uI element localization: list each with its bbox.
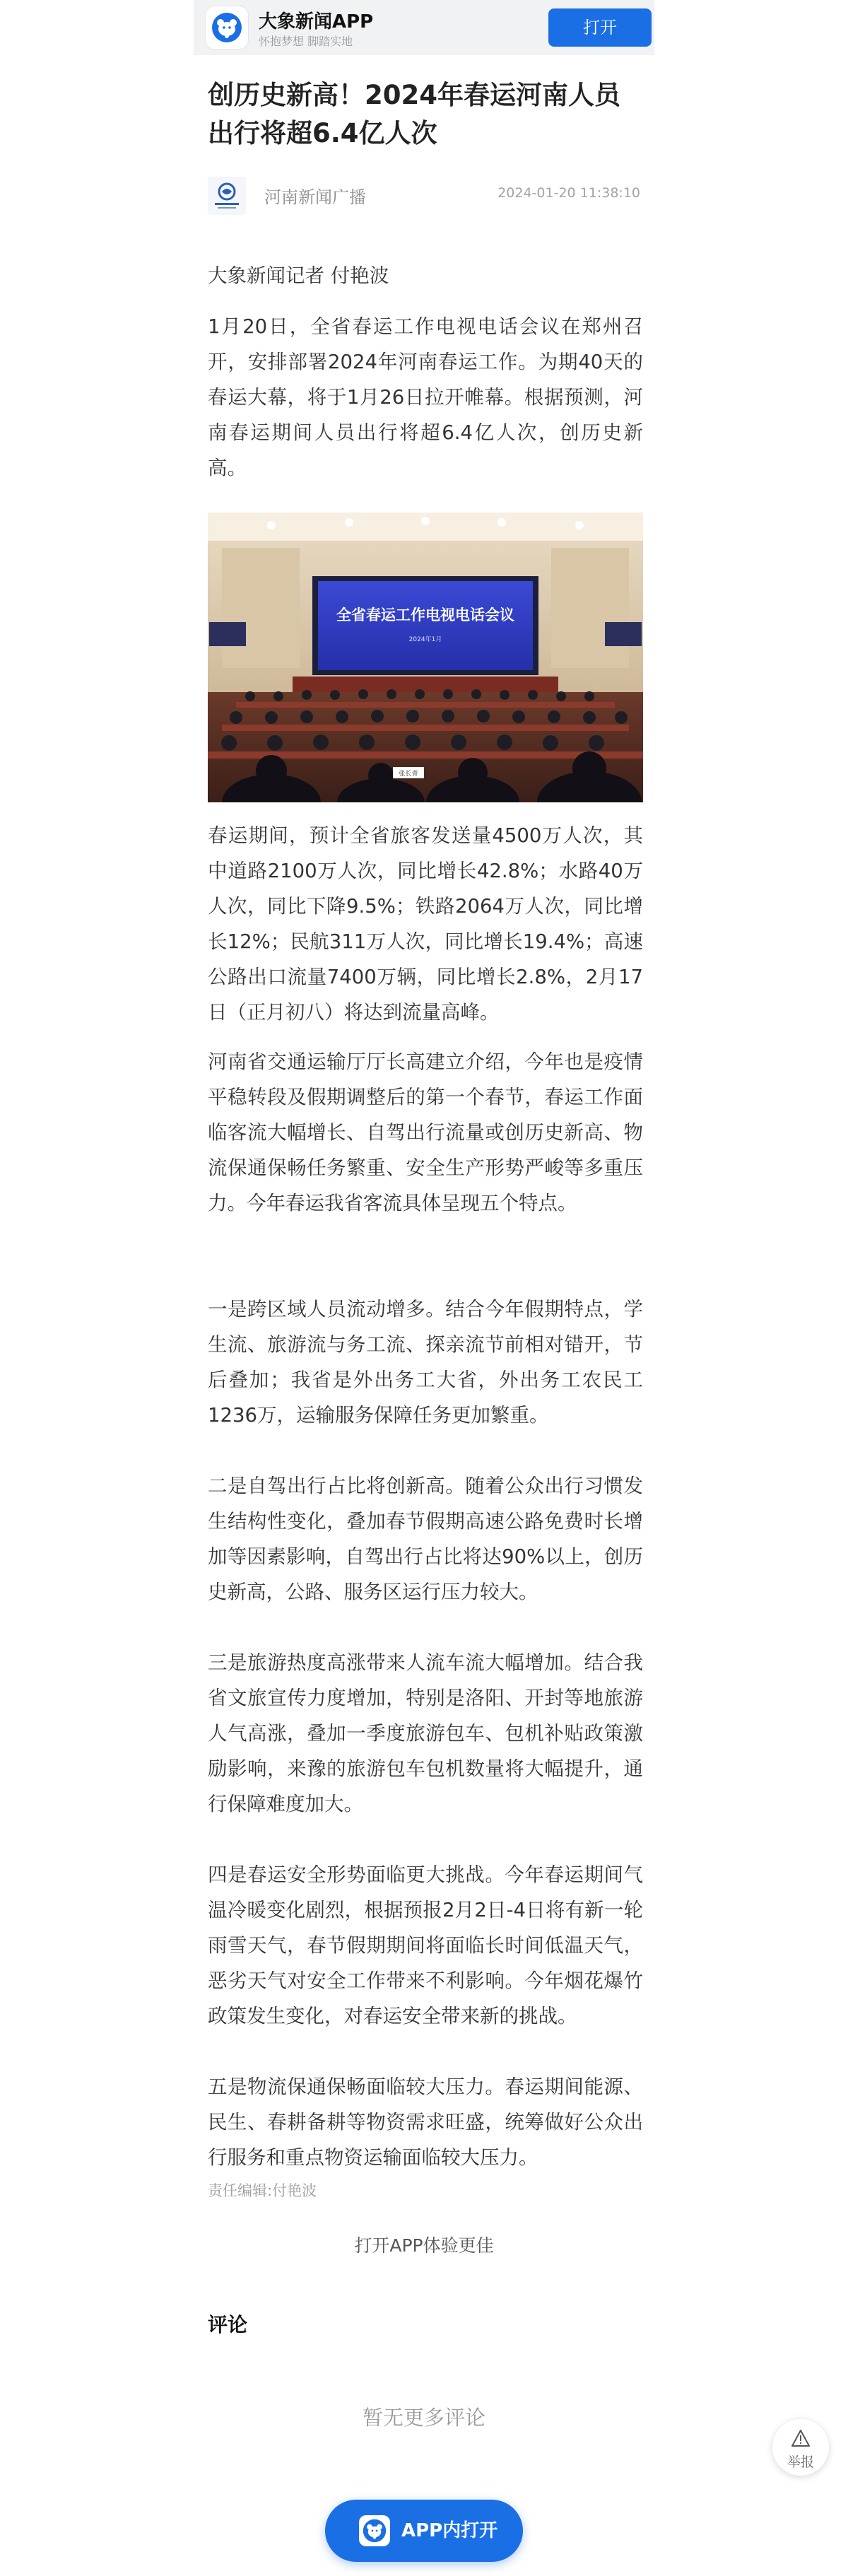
article-paragraph: 河南省交通运输厅厅长高建立介绍，今年也是疫情平稳转段及假期调整后的第一个春节，春运工作面临客流大幅增长、自驾出行流量或创历史新高、物流保通保畅任务繁重、安全生产形势严峻等多重压力。今年春运我省客流具体呈现五个特点。 [208, 1050, 643, 1214]
article-paragraph: 四是春运安全形势面临更大挑战。今年春运期间气温冷暖变化剧烈，根据预报2月2日-4日将有新一轮雨雪天气，春节假期期间将面临长时间低温天气，恶劣天气对安全工作带来不利影响。今年烟花爆竹政策发生变化，对春运安全带来新的挑战。 [208, 1863, 643, 2027]
conference-photo[interactable] [208, 513, 643, 802]
name-card: 张长青 [399, 771, 418, 778]
app-download-banner[interactable] [194, 0, 654, 55]
article-paragraph: 二是自驾出行占比将创新高。随着公众出行习惯发生结构性变化，叠加春节假期高速公路免费时长增加等因素影响，自驾出行占比将达90%以上，创历史新高，公路、服务区运行压力较大。 [208, 1475, 643, 1603]
article-paragraph: 1月20日，全省春运工作电视电话会议在郑州召开，安排部署2024年河南春运工作。为期40天的春运大幕，将于1月26日拉开帷幕。根据预测，河南春运期间人员出行将超6.4亿人次，创历史新高。 [208, 315, 643, 479]
warning-triangle-icon [791, 2429, 811, 2447]
article-paragraph: 三是旅游热度高涨带来人流车流大幅增加。结合我省文旅宣传力度增加，特别是洛阳、开封等地旅游人气高涨，叠加一季度旅游包车、包机补贴政策激励影响，来豫的旅游包车包机数量将大幅提升，通行保障难度加大。 [208, 1651, 643, 1815]
no-comments-text: 暂无更多评论 [362, 2406, 485, 2430]
article-page [194, 0, 654, 2576]
open-in-app-button[interactable] [325, 2500, 523, 2562]
article-paragraph: 五是物流保通保畅面临较大压力。春运期间能源、民生、春耕备耕等物资需求旺盛，统筹做好公众出行服务和重点物资运输面临较大压力。 [208, 2076, 643, 2169]
elephant-logo-icon [359, 2515, 390, 2546]
report-button[interactable] [772, 2419, 829, 2476]
elephant-logo-icon [205, 6, 249, 49]
comments-heading: 评论 [208, 2313, 248, 2336]
article-paragraph: 一是跨区域人员流动增多。结合今年假期特点，学生流、旅游流与务工流、探亲流节前相对错开，节后叠加；我省是外出务工大省，外出务工农民工1236万，运输服务保障任务更加繁重。 [208, 1298, 643, 1427]
app-name: 大象新闻APP [259, 11, 374, 33]
henan-news-radio-logo [208, 177, 246, 215]
screen-date: 2024年1月 [408, 636, 442, 643]
publish-time: 2024-01-20 11:38:10 [497, 185, 640, 201]
article-title: 创历史新高！2024年春运河南人员出行将超6.4亿人次 [208, 80, 620, 148]
app-slogan: 怀抱梦想 脚踏实地 [259, 35, 353, 48]
article-paragraph: 春运期间，预计全省旅客发送量4500万人次，其中道路2100万人次，同比增长42.8%；水路40万人次，同比下降9.5%；铁路2064万人次，同比增长12%；民航311万人次，同比增长19.4%；高速公路出口流量7400万辆，同比增长2.8%，2月17日（正月初八）将达到流量高峰。 [208, 824, 643, 1024]
source-name[interactable]: 河南新闻广播 [264, 187, 366, 207]
editor-credit: 责任编辑:付艳波 [208, 2182, 317, 2199]
screen-title: 全省春运工作电视电话会议 [336, 606, 514, 623]
open-in-app-label: APP内打开 [401, 2520, 498, 2541]
open-app-tip-link[interactable]: 打开APP体验更佳 [354, 2235, 494, 2256]
open-app-button[interactable]: 打开 [548, 8, 652, 47]
author-line: 大象新闻记者 付艳波 [208, 264, 389, 287]
report-label: 举报 [787, 2454, 814, 2470]
